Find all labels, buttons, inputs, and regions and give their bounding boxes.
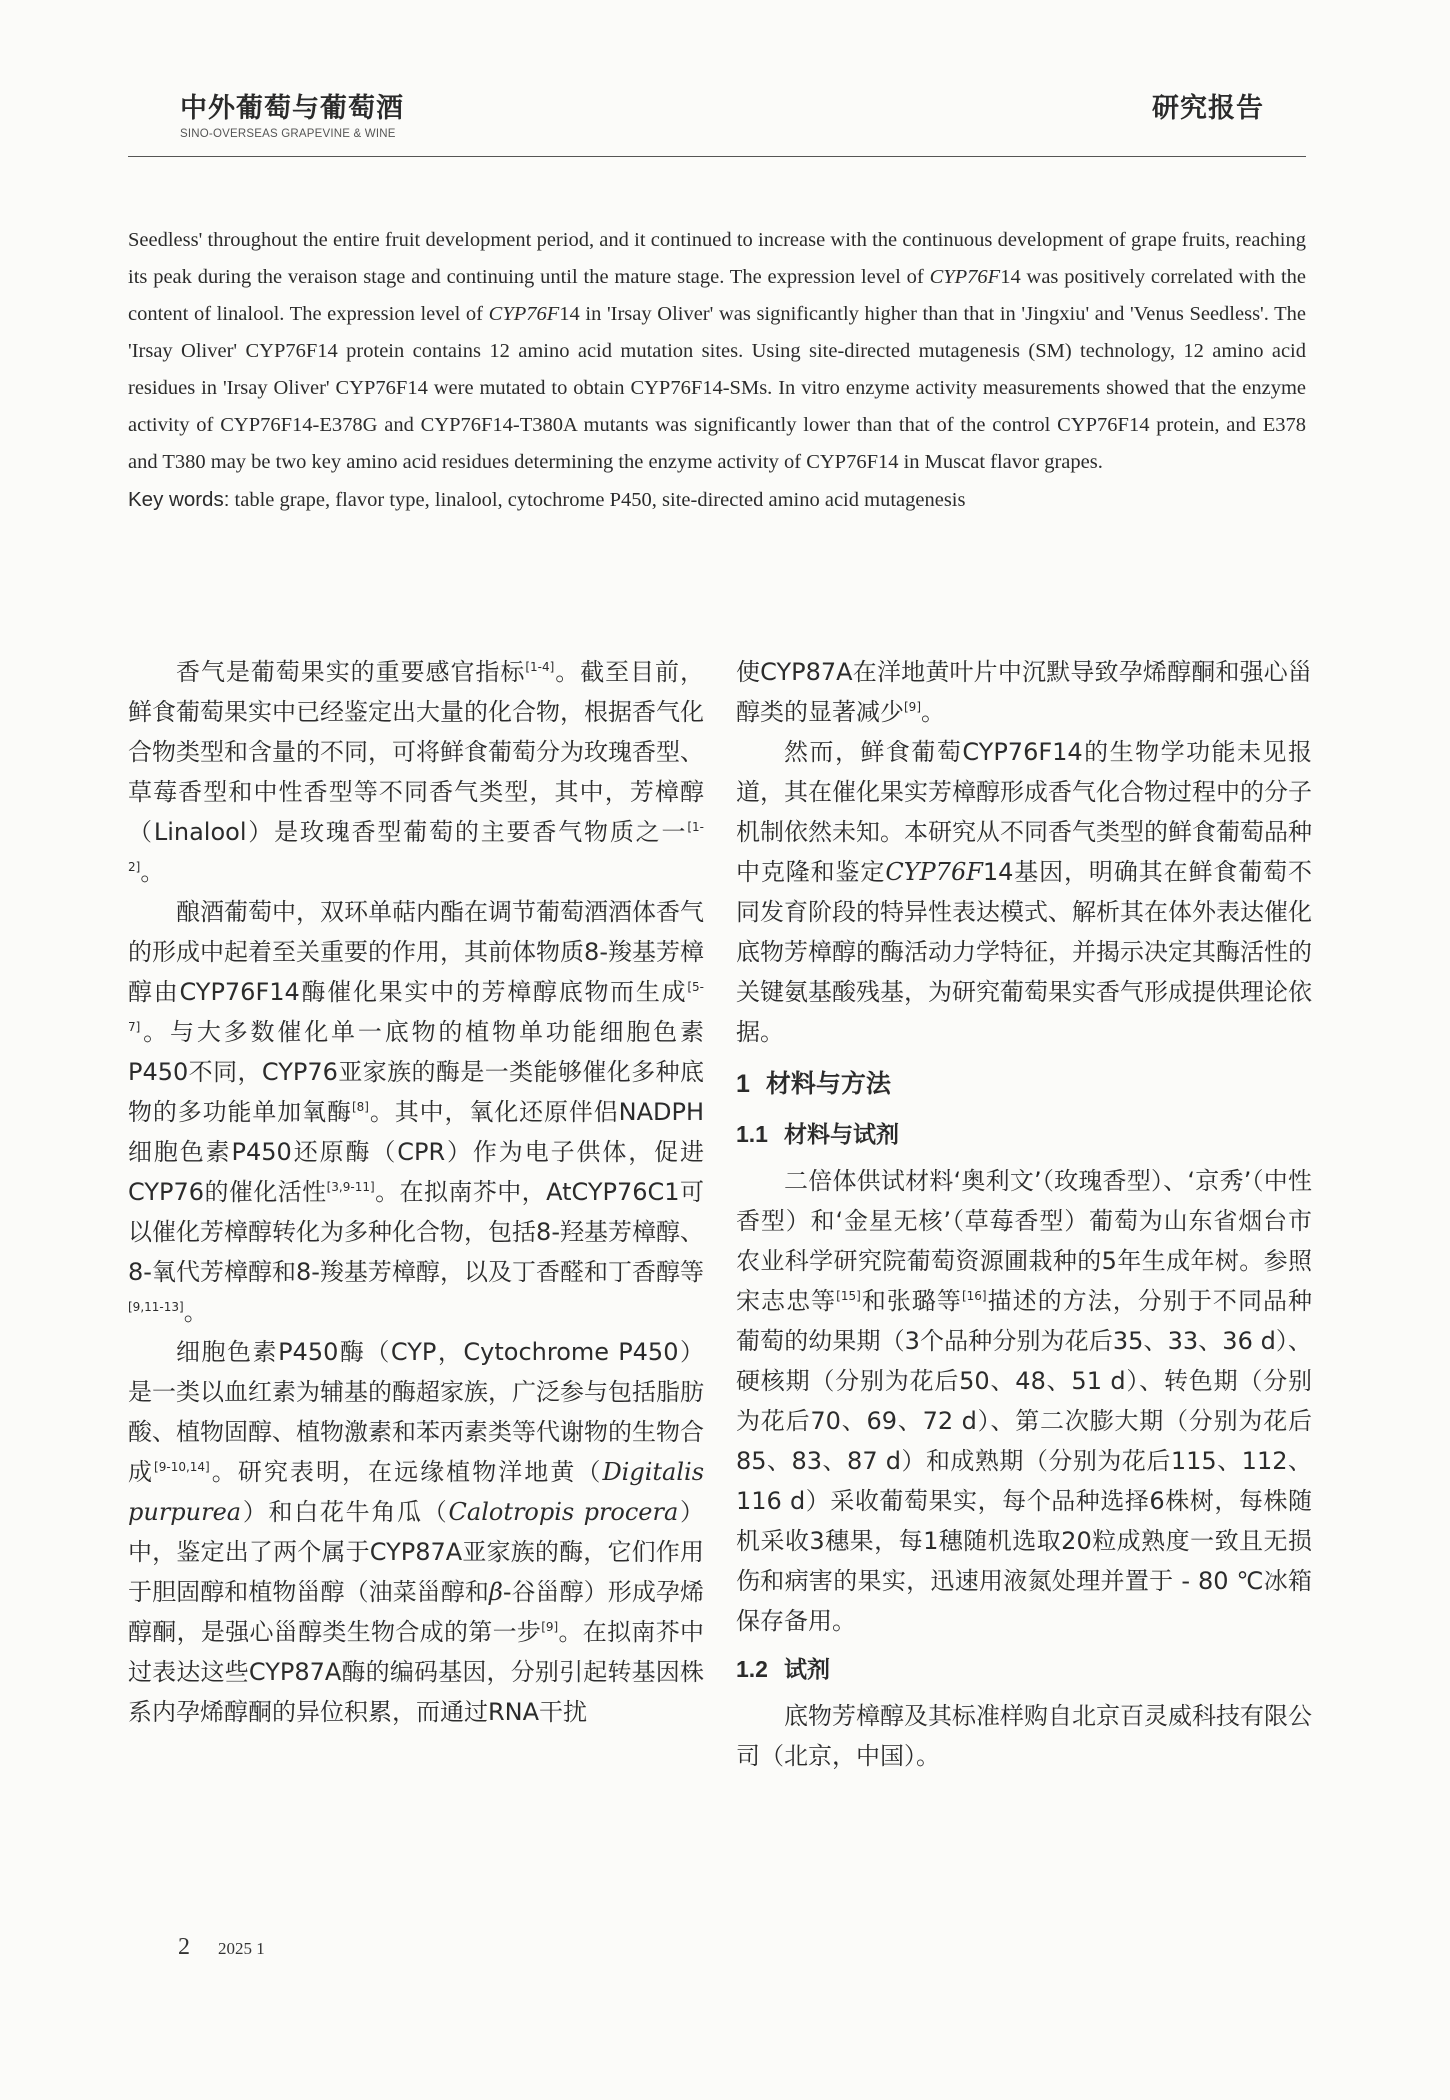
paragraph: 细胞色素P450酶（CYP，Cytochrome P450）是一类以血红素为辅基的酶超家族，广泛参与包括脂肪酸、植物固醇、植物激素和苯丙素类等代谢物的生物合成[9-10,14]。研究表明，在远缘植物洋地黄（Digitalis purpurea）和白花牛角瓜（Calotropis procera）中，鉴定出了两个属于CYP87A亚家族的酶，它们作用于胆固醇和植物甾醇（油菜甾醇和β-谷甾醇）形成孕烯醇酮，是强心甾醇类生物合成的第一步[9]。在拟南芥中过表达这些CYP87A酶的编码基因，分别引起转基因株系内孕烯醇酮的异位积累，而通过RNA干扰	[128, 1338, 705, 1726]
subsection-heading: 1.2 试剂	[736, 1656, 830, 1683]
keywords-label: Key words:	[128, 488, 230, 511]
english-abstract	[128, 222, 1306, 519]
abstract-body: Seedless' throughout the entire fruit development period, and it continued to increase with the continuous development of grape fruits, reaching its peak during the veraison stage and continuing until the mature stage. The expression level of CYP76F14 was positively correlated with the content of linalool. The expression level of CYP76F14 in 'Irsay Oliver' was significantly higher than that in 'Jingxiu' and 'Venus Seedless'. The 'Irsay Oliver' CYP76F14 protein contains 12 amino acid mutation sites. Using site-directed mutagenesis (SM) technology, 12 amino acid residues in 'Irsay Oliver' CYP76F14 were mutated to obtain CYP76F14-SMs. In vitro enzyme activity measurements showed that the enzyme activity of CYP76F14-E378G and CYP76F14-T380A mutants was significantly lower than that of the control CYP76F14 protein, and E378 and T380 may be two key amino acid residues determining the enzyme activity of CYP76F14 in Muscat flavor grapes.	[128, 229, 1306, 473]
journal-title-en: SINO-OVERSEAS GRAPEVINE & WINE	[180, 128, 396, 140]
paragraph: 使CYP87A在洋地黄叶片中沉默导致孕烯醇酮和强心甾醇类的显著减少[9]。	[736, 658, 1312, 726]
keywords	[128, 481, 1306, 519]
section-label: 研究报告	[1152, 93, 1264, 124]
left-column	[128, 652, 704, 1732]
paragraph: 二倍体供试材料‘奥利文’（玫瑰香型）、‘京秀’（中性香型）和‘金星无核’（草莓香型）葡萄为山东省烟台市农业科学研究院葡萄资源圃栽种的5年生成年树。参照宋志忠等[15]和张璐等[16]描述的方法，分别于不同品种葡萄的幼果期（3个品种分别为花后35、33、36 d）、硬核期（分别为花后50、48、51 d）、转色期（分别为花后70、69、72 d）、第二次膨大期（分别为花后85、83、87 d）和成熟期（分别为花后115、112、116 d）采收葡萄果实，每个品种选择6株树，每株随机采收3穗果，每1穗随机选取20粒成熟度一致且无损伤和病害的果实，迅速用液氮处理并置于 - 80 ℃冰箱保存备用。	[736, 1167, 1313, 1635]
page-number: 2	[178, 1934, 190, 1960]
paragraph: 香气是葡萄果实的重要感官指标[1-4]。截至目前，鲜食葡萄果实中已经鉴定出大量的化合物，根据香气化合物类型和含量的不同，可将鲜食葡萄分为玫瑰香型、草莓香型和中性香型等不同香气类型，其中，芳樟醇（Linalool）是玫瑰香型葡萄的主要香气物质之一[1-2]。	[128, 658, 705, 886]
page-header	[128, 86, 1306, 158]
page-footer	[178, 1934, 265, 1961]
paragraph: 然而，鲜食葡萄CYP76F14的生物学功能未见报道，其在催化果实芳樟醇形成香气化合物过程中的分子机制依然未知。本研究从不同香气类型的鲜食葡萄品种中克隆和鉴定CYP76F14基因，明确其在鲜食葡萄不同发育阶段的特异性表达模式、解析其在体外表达催化底物芳樟醇的酶活动力学特征，并揭示决定其酶活性的关键氨基酸残基，为研究葡萄果实香气形成提供理论依据。	[736, 738, 1313, 1046]
keywords-text: table grape, flavor type, linalool, cytochrome P450, site-directed amino acid mutagenesis	[229, 489, 966, 511]
right-column	[736, 652, 1312, 1776]
section-heading: 1 材料与方法	[736, 1069, 891, 1098]
header-divider	[128, 156, 1306, 157]
paragraph: 底物芳樟醇及其标准样购自北京百灵威科技有限公司（北京，中国）。	[736, 1702, 1312, 1770]
journal-title-cn: 中外葡萄与葡萄酒	[180, 93, 404, 124]
subsection-heading: 1.1 材料与试剂	[736, 1121, 899, 1148]
issue-info: 2025 1	[218, 1939, 265, 1958]
paragraph: 酿酒葡萄中，双环单萜内酯在调节葡萄酒酒体香气的形成中起着至关重要的作用，其前体物质8-羧基芳樟醇由CYP76F14酶催化果实中的芳樟醇底物而生成[5-7]。与大多数催化单一底物的植物单功能细胞色素P450不同，CYP76亚家族的酶是一类能够催化多种底物的多功能单加氧酶[8]。其中，氧化还原伴侣NADPH细胞色素P450还原酶（CPR）作为电子供体，促进CYP76的催化活性[3,9-11]。在拟南芥中，AtCYP76C1可以催化芳樟醇转化为多种化合物，包括8-羟基芳樟醇、8-氧代芳樟醇和8-羧基芳樟醇，以及丁香醛和丁香醇等[9,11-13]。	[128, 898, 705, 1326]
